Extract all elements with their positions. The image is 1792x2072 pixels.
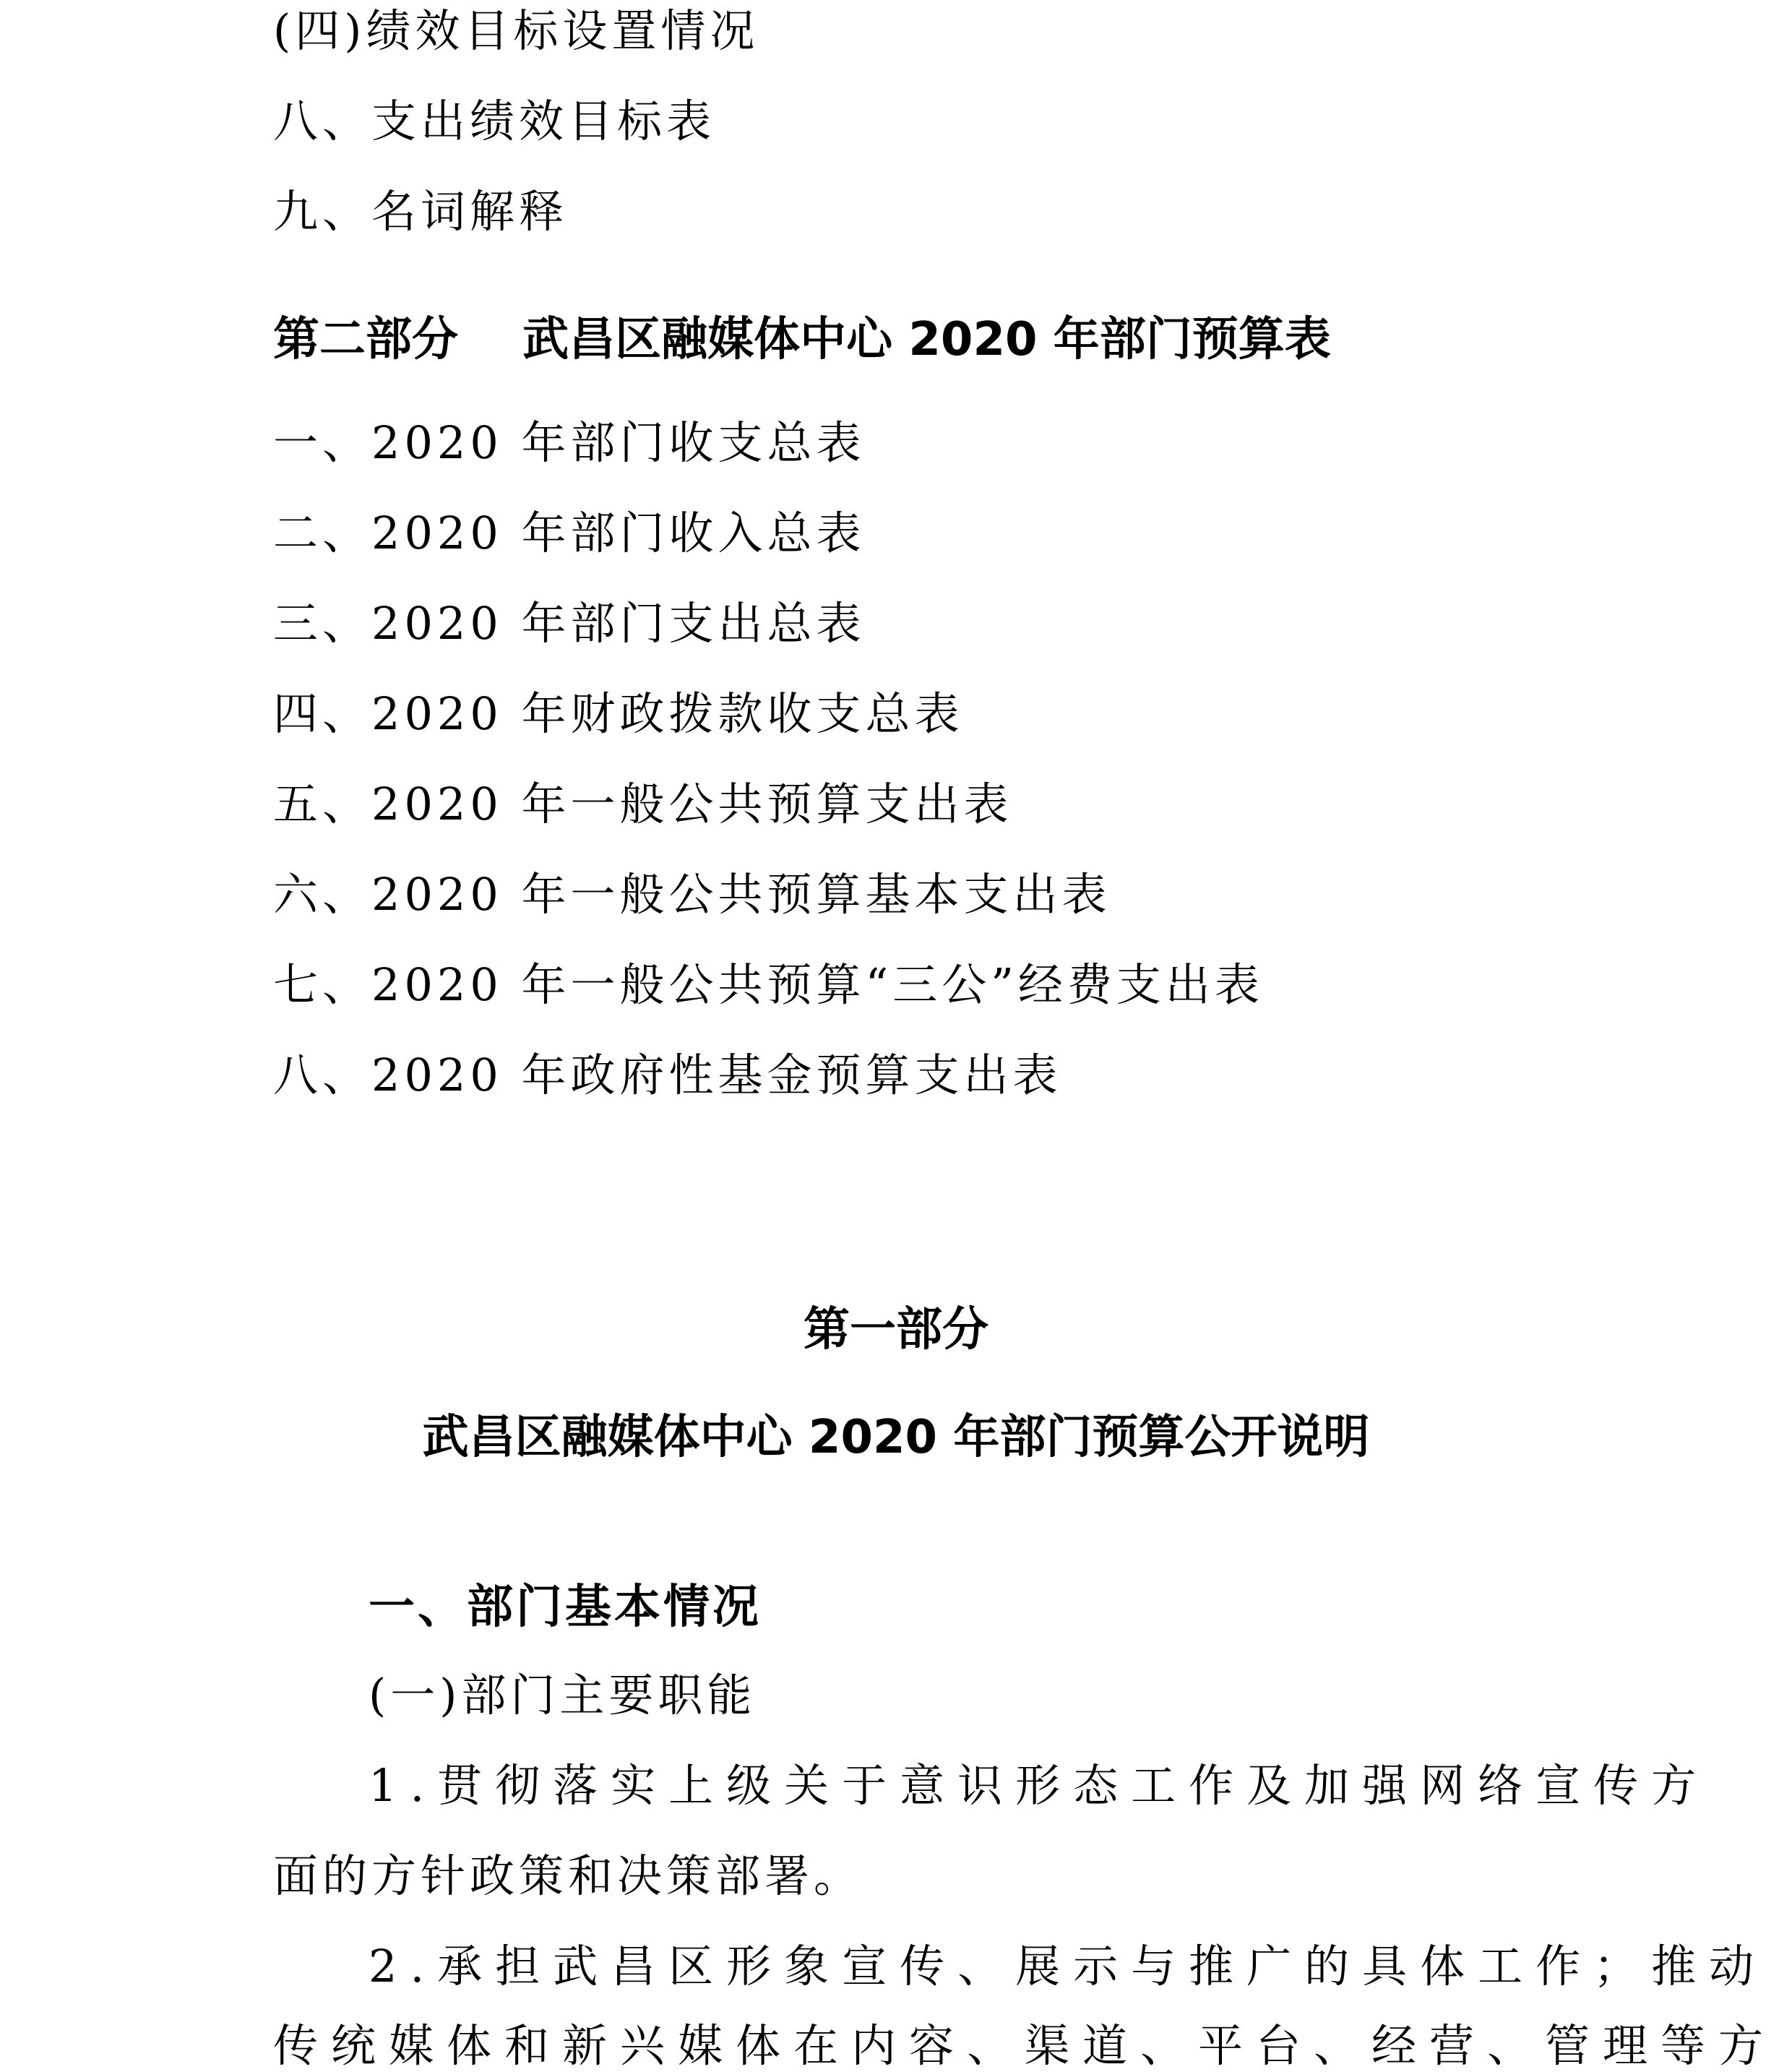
toc-table-5: 五、2020 年一般公共预算支出表	[273, 778, 1013, 830]
paragraph-1-line-2: 面的方针政策和决策部署。	[273, 1849, 863, 1902]
toc-table-4: 四、2020 年财政拨款收支总表	[273, 687, 964, 740]
toc-table-8: 八、2020 年政府性基金预算支出表	[273, 1049, 1062, 1101]
part1-label: 第一部分	[804, 1303, 988, 1357]
toc-table-6: 六、2020 年一般公共预算基本支出表	[273, 868, 1111, 921]
toc-table-3: 三、2020 年部门支出总表	[273, 597, 866, 650]
section1-heading: 一、部门基本情况	[369, 1581, 762, 1634]
toc-table-1: 一、2020 年部门收支总表	[273, 416, 866, 469]
subsection1-heading: (一)部门主要职能	[369, 1669, 757, 1721]
toc-item-8: 八、支出绩效目标表	[273, 95, 716, 147]
toc-item-9: 九、名词解释	[273, 185, 569, 238]
paragraph-1-line-1: 1.贯彻落实上级关于意识形态工作及加强网络宣传方	[369, 1759, 1710, 1812]
paragraph-2-line-2: 传统媒体和新兴媒体在内容、渠道、平台、经营、管理等方	[273, 2019, 1777, 2072]
part1-title: 武昌区融媒体中心 2020 年部门预算公开说明	[422, 1411, 1370, 1464]
toc-table-2: 二、2020 年部门收入总表	[273, 507, 866, 559]
part2-heading: 第二部分 武昌区融媒体中心 2020 年部门预算表	[273, 313, 1331, 366]
toc-table-7: 七、2020 年一般公共预算“三公”经费支出表	[273, 958, 1264, 1011]
paragraph-2-line-1: 2.承担武昌区形象宣传、展示与推广的具体工作；推动	[369, 1940, 1767, 1993]
toc-item-performance-setting: (四)绩效目标设置情况	[273, 4, 759, 57]
